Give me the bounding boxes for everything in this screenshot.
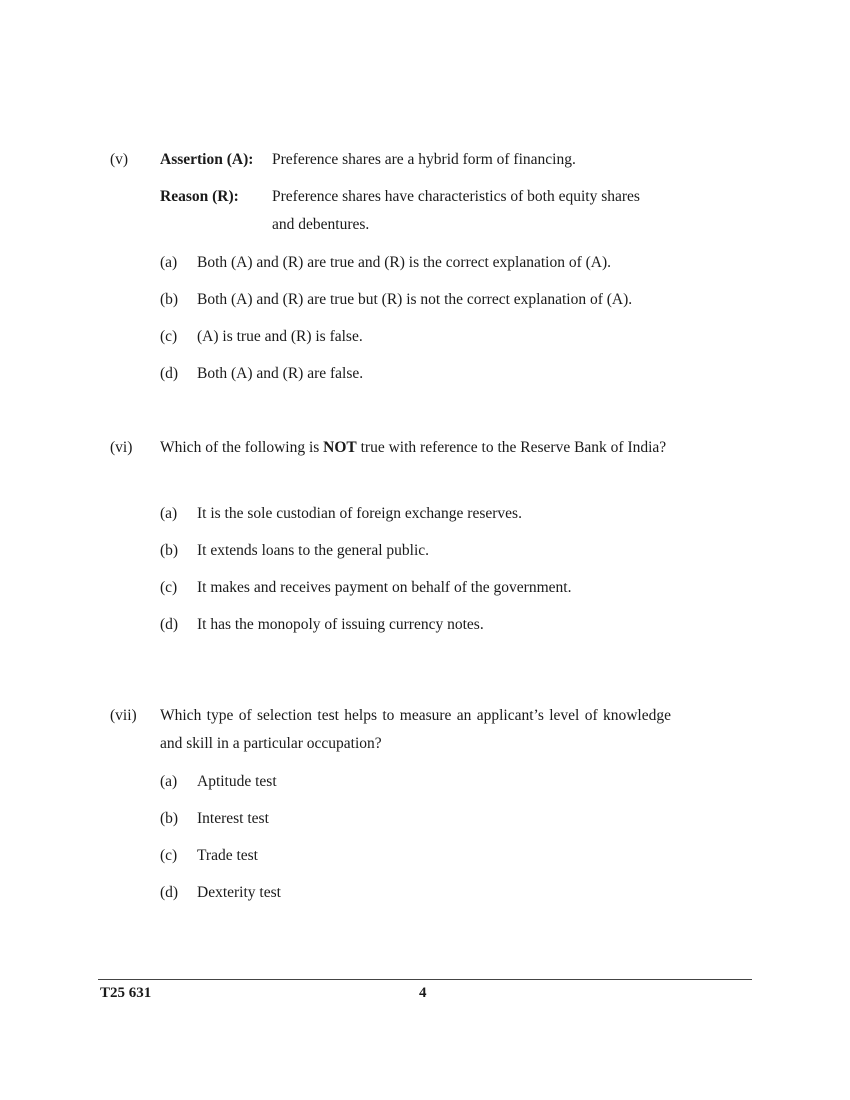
option-label: (a) (160, 773, 178, 790)
question-number: (v) (110, 151, 129, 168)
option-text: Interest test (197, 810, 269, 827)
page-number: 4 (419, 985, 427, 1001)
question-stem: Which of the following is NOT true with reference to the Reserve Bank of India? (160, 439, 667, 456)
option-label: (a) (160, 505, 178, 522)
footer-divider (98, 979, 752, 980)
option-label: (d) (160, 365, 179, 382)
question-number: (vi) (110, 439, 133, 456)
option-text: Dexterity test (197, 884, 281, 901)
option-text: It makes and receives payment on behalf of the government. (197, 579, 572, 596)
paper-code: T25 631 (100, 985, 152, 1001)
reason-text-line-2: and debentures. (272, 216, 370, 233)
option-label: (c) (160, 847, 178, 864)
option-label: (c) (160, 579, 178, 596)
question-number: (vii) (110, 707, 137, 724)
option-text: Both (A) and (R) are true but (R) is not the correct explanation of (A). (197, 291, 633, 308)
option-text: Aptitude test (197, 773, 277, 790)
assertion-text: Preference shares are a hybrid form of financing. (272, 151, 576, 168)
question-stem: Which type of selection test helps to measure an applicant’s level of knowledge and skill in a particular occupation? (160, 707, 671, 752)
option-label: (c) (160, 328, 178, 345)
option-text: Trade test (197, 847, 258, 864)
option-text: (A) is true and (R) is false. (197, 328, 363, 345)
emphasis-not: NOT (323, 439, 357, 456)
reason-text-line-1: Preference shares have characteristics of both equity shares (272, 188, 640, 205)
option-text: It is the sole custodian of foreign exchange reserves. (197, 505, 522, 522)
option-text: It extends loans to the general public. (197, 542, 430, 559)
option-text: Both (A) and (R) are false. (197, 365, 364, 382)
option-label: (d) (160, 616, 179, 633)
option-label: (d) (160, 884, 179, 901)
option-label: (b) (160, 291, 179, 308)
option-label: (b) (160, 810, 179, 827)
option-label: (b) (160, 542, 179, 559)
reason-label: Reason (R): (160, 188, 239, 205)
option-label: (a) (160, 254, 178, 271)
assertion-label: Assertion (A): (160, 151, 254, 168)
option-text: Both (A) and (R) are true and (R) is the correct explanation of (A). (197, 254, 612, 271)
option-text: It has the monopoly of issuing currency notes. (197, 616, 484, 633)
